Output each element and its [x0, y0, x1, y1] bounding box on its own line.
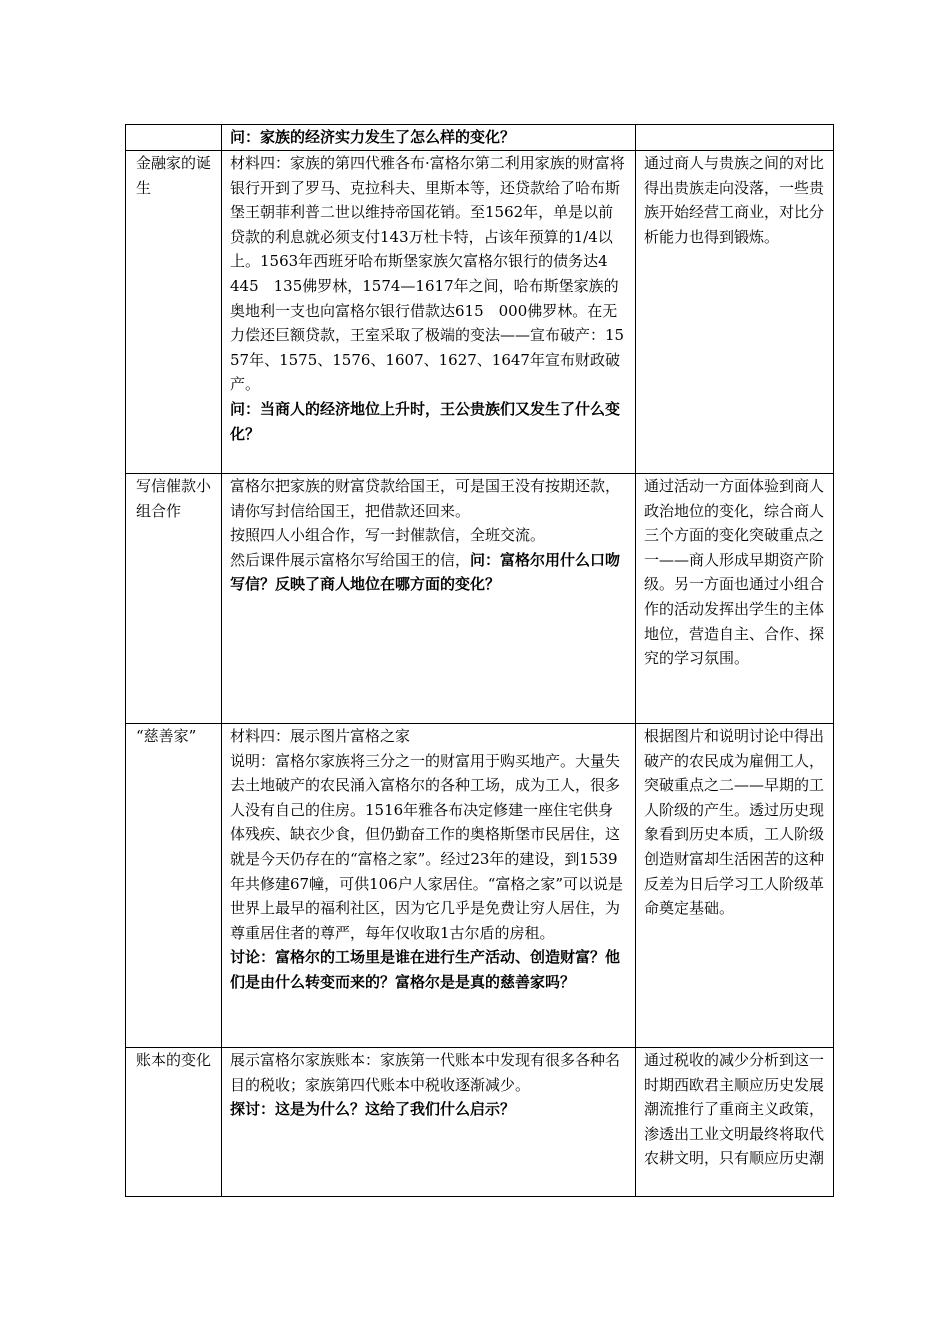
table-row: [126, 151, 834, 474]
material-text: 按照四人小组合作，写一封催款信，全班交流。: [230, 526, 546, 545]
material-text: 然后课件展示富格尔写给国王的信，: [230, 550, 471, 569]
topic-cell: “慈善家”: [126, 724, 222, 1048]
table-row: [126, 1048, 834, 1197]
topic-cell: [126, 125, 222, 151]
table-row: [126, 125, 834, 151]
material-text: 展示富格尔家族账本：家族第一代账本中发现有很多各种名目的税收；家族第四代账本中税收逐渐减少。: [230, 1051, 621, 1094]
question-text: 问：当商人的经济地位上升时，王公贵族们又发生了什么变化？: [230, 399, 621, 443]
lesson-plan-table: [125, 124, 834, 1197]
topic-cell: 金融家的诞生: [126, 151, 222, 474]
material-cell: [222, 1048, 636, 1197]
intent-cell: 根据图片和说明讨论中得出破产的农民成为雇佣工人，突破重点之二——早期的工人阶级的产生。透过历史现象看到历史本质，工人阶级创造财富却生活困苦的这种反差为日后学习工人阶级革命奠定基础。: [636, 724, 834, 1048]
material-cell: [222, 125, 636, 151]
intent-cell: 通过税收的减少分析到这一时期西欧君主顺应历史发展潮流推行了重商主义政策，渗透出工业文明最终将取代农耕文明，只有顺应历史潮: [636, 1048, 834, 1197]
intent-cell: 通过活动一方面体验到商人政治地位的变化，综合商人三个方面的变化突破重点之一——商人形成早期资产阶级。另一方面也通过小组合作的活动发挥出学生的主体地位，营造自主、合作、探究的学习氛围。: [636, 474, 834, 724]
intent-cell: 通过商人与贵族之间的对比得出贵族走向没落，一些贵族开始经营工商业，对比分析能力也得到锻炼。: [636, 151, 834, 474]
table-row: [126, 474, 834, 724]
material-cell: [222, 151, 636, 474]
material-text: 说明：富格尔家族将三分之一的财富用于购买地产。大量失去土地破产的农民涌入富格尔的各种工场，成为工人，很多人没有自己的住房。1516年雅各布决定修建一座住宅供身体残疾、缺衣少食，但仍勤奋工作的奥格斯堡市民居住，这就是今天仍存在的“富格之家”。经过23年的建设，到1539年共修建67幢，可供106户人家居住。“富格之家”可以说是世界上最早的福利社区，因为它几乎是免费让穷人居住，为尊重居住者的尊严，每年仅收取1古尔盾的房租。: [230, 751, 624, 942]
material-cell: [222, 474, 636, 724]
topic-cell: 账本的变化: [126, 1048, 222, 1197]
material-cell: [222, 724, 636, 1048]
intent-cell: [636, 125, 834, 151]
material-text: 富格尔把家族的财富贷款给国王，可是国王没有按期还款，请你写封信给国王，把借款还回来。: [230, 477, 621, 520]
material-text: 材料四：家族的第四代雅各布·富格尔第二利用家族的财富将银行开到了罗马、克拉科夫、里斯本等，还贷款给了哈布斯堡王朝菲利普二世以维持帝国花销。至1562年，单是以前贷款的利息就必须支付143万杜卡特，占该年预算的1/4以上。1563年西班牙哈布斯堡家族欠富格尔银行的债务达4 445 135佛罗林，1574—1617年之间，哈布斯堡家族的奥地利一支也向富格尔银行借款达615 000佛罗林。在无力偿还巨额贷款，王室采取了极端的变法——宣布破产：1557年、1575、1576、1607、1627、1647年宣布财政破产。: [230, 154, 625, 394]
question-text: 问：家族的经济实力发生了怎么样的变化？: [230, 128, 516, 146]
question-text: 问：富格尔用什么口吻写信？反映了商人地位在哪方面的变化？: [230, 550, 621, 594]
material-text: 材料四：展示图片富格之家: [230, 727, 411, 745]
question-text: 探讨：这是为什么？这给了我们什么启示？: [230, 1100, 516, 1119]
topic-cell: 写信催款小组合作: [126, 474, 222, 724]
table-row: [126, 724, 834, 1048]
question-text: 讨论：富格尔的工场里是谁在进行生产活动、创造财富？他们是由什么转变而来的？富格尔是是真的慈善家吗？: [230, 948, 621, 991]
